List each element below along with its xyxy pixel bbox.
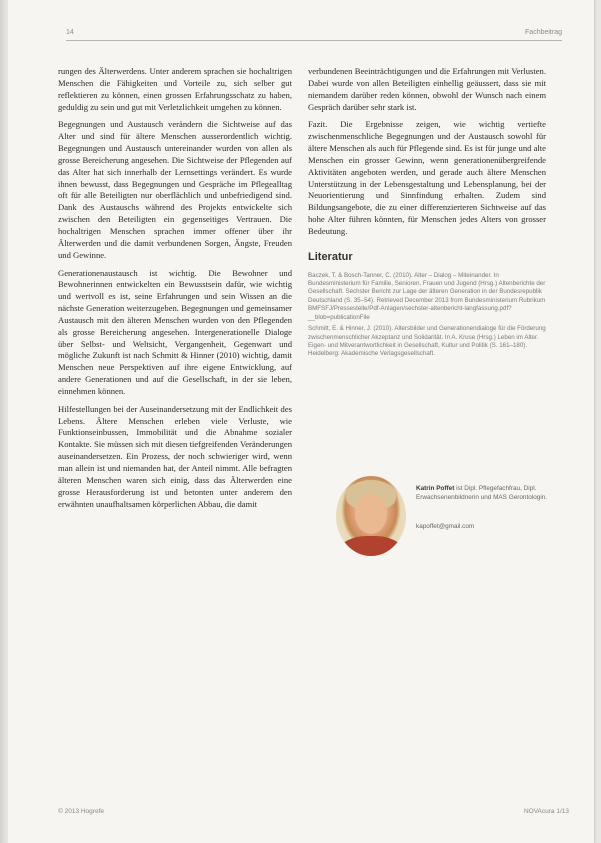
author-email[interactable]: kapoffet@gmail.com <box>416 523 475 530</box>
right-column <box>308 66 546 362</box>
author-description: ist Dipl. Pflegefachfrau, Dipl. Erwachsenenbildnerin und MAS Gerontologin. <box>416 485 548 501</box>
paragraph: Generationenaustausch ist wichtig. Die Bewohner und Bewohnerinnen entwickelten ein Bewusstsein dafür, wie wichtig und wertvoll es ist, seine Erfahrungen und sein Wissen an die nächste Generation weiterzugeben. Begegnungen und gemeinsamer Austausch mit den älteren Menschen wurden von den Pflegenden als grosse Bereicherung angesehen. Intergenerationelle Dialoge über Selbst- und Weltsicht, Vergangenheit, Gegenwart und mögliche Zukunft ist nach Schmitt & Hinner (2010) wichtig, damit Menschen neue Perspektiven auf ihre eigene Entwicklung, auf andere Generationen und auf die Gesellschaft, in der sie leben, einnehmen können. <box>58 267 292 396</box>
literature-heading: Literatur <box>308 250 353 263</box>
copyright: © 2013 Hogrefe <box>58 808 104 815</box>
author-box <box>336 476 556 566</box>
paragraph: rungen des Älterwerdens. Unter anderem sprachen sie hochaltrigen Menschen die Fähigkeiten und Vorteile zu, sich selber gut reflektieren zu können, einen grossen Erfahrungsschatz zu haben, geduldig zu sein und gut mit Verletzlichkeit umgehen zu können. <box>58 66 292 112</box>
reference-item: Schmitt, E. & Hinner, J. (2010). Altersbilder und Generationendialoge für die Förderung zwischenmenschlicher Akzeptanz und Solidarität. In A. Kruse (Hrsg.) Leben im Alter. Eigen- und Mitverantwortlichkeit in Gesellschaft, Kultur und Politik (S. 161–180). Heidelberg: Akademische Verlagsgesellschaft. <box>308 325 546 358</box>
author-bio <box>416 484 556 531</box>
author-name: Katrin Poffet <box>416 485 455 492</box>
paragraph: Begegnungen und Austausch verändern die Sichtweise auf das Alter und sind für ältere Menschen ausserordentlich wichtig. Begegnungen und Austausch untereinander wurden von allen als grosse Bereicherung angesehen. Die Sichtweise der Pflegenden auf das Alter hat sich innerhalb der Lernsettings verändert. Es wurde ihnen bewusst, dass Begegnungen und Gespräche im Pflegealltag oft für alle Beteiligten nur oberflächlich und unbefriedigend sind. Dank des Austauschs während des Projekts entwickelte sich zwischen den Beteiligten ein gegenseitiges Vertrauen. Die hochaltrigen Menschen sprachen immer offener über ihr Älterwerden und die damit verbundenen Sorgen, Ängste, Freuden und Gewinne. <box>58 119 292 260</box>
journal-issue: NOVAcura 1/13 <box>523 808 569 815</box>
left-column <box>58 66 292 516</box>
paragraph: verbundenen Beeinträchtigungen und die Erfahrungen mit Verlusten. Dabei wurde von allen Beteiligten einhellig geäussert, dass sie mit niemandem darüber reden können, obwohl der Wunsch nach einem Gespräch darüber sehr stark ist. <box>308 66 546 112</box>
author-photo <box>336 476 406 556</box>
page-number: 14 <box>66 29 74 36</box>
reference-list <box>308 272 546 359</box>
page-gutter <box>0 0 8 843</box>
running-header <box>66 28 562 41</box>
reference-item: Baczek, T. & Bosch-Tanner, C. (2010). Alter – Dialog – Miteinander. In Bundesministerium für Familie, Senioren, Frauen und Jugend (Hrsg.) Altenberichte der Gesellschaft. Sechster Bericht zur Lage der älteren Generation in der Bundesrepublik Deutschland (S. 35–54). Retrieved December 2013 from Bundesministerium Rubrikum BMFSFJ/Pressestelle/Pdf-Anlagen/sechster-altenbericht-langfassung.pdf?__blob=publicationFile <box>308 271 546 321</box>
paragraph: Hilfestellungen bei der Auseinandersetzung mit der Endlichkeit des Lebens. Ältere Menschen erleben viele Verluste, wie Funktionseinbussen, Immobilität und die Abnahme sozialer Kontakte. Sie müssen sich mit diesen tiefgreifenden Veränderungen auseinandersetzen. Ein Prozess, der noch schwieriger wird, wenn man allein ist und niemanden hat, der Anteil nimmt. Alle befragten älteren Menschen waren sich einig, dass das Älterwerden eine grosse Herausforderung ist und betonten unter anderem den erwähnten unaufhaltsamen körperlichen Abbau, die damit <box>58 403 292 509</box>
section-label: Fachbeitrag <box>525 29 562 36</box>
page-footer <box>58 808 569 818</box>
paragraph: Fazit. Die Ergebnisse zeigen, wie wichtig vertiefte zwischenmenschliche Begegnungen und der Austausch sowohl für ältere Menschen als auch für Pflegende sind. Es ist für junge und alte Menschen ein grosser Gewinn, wenn generationenübergreifende Aktivitäten angeboten werden, und gerade auch ältere Menschen Unterstützung in der Lebensgestaltung und Lebensplanung, bei der Neuorientierung und Sinnfindung erhalten. Zudem sind Bildungsangebote, die zu einer differenzierteren Sichtweise auf das hohe Alter führen könnten, für Menschen jedes Alters von grosser Bedeutung. <box>308 119 546 236</box>
